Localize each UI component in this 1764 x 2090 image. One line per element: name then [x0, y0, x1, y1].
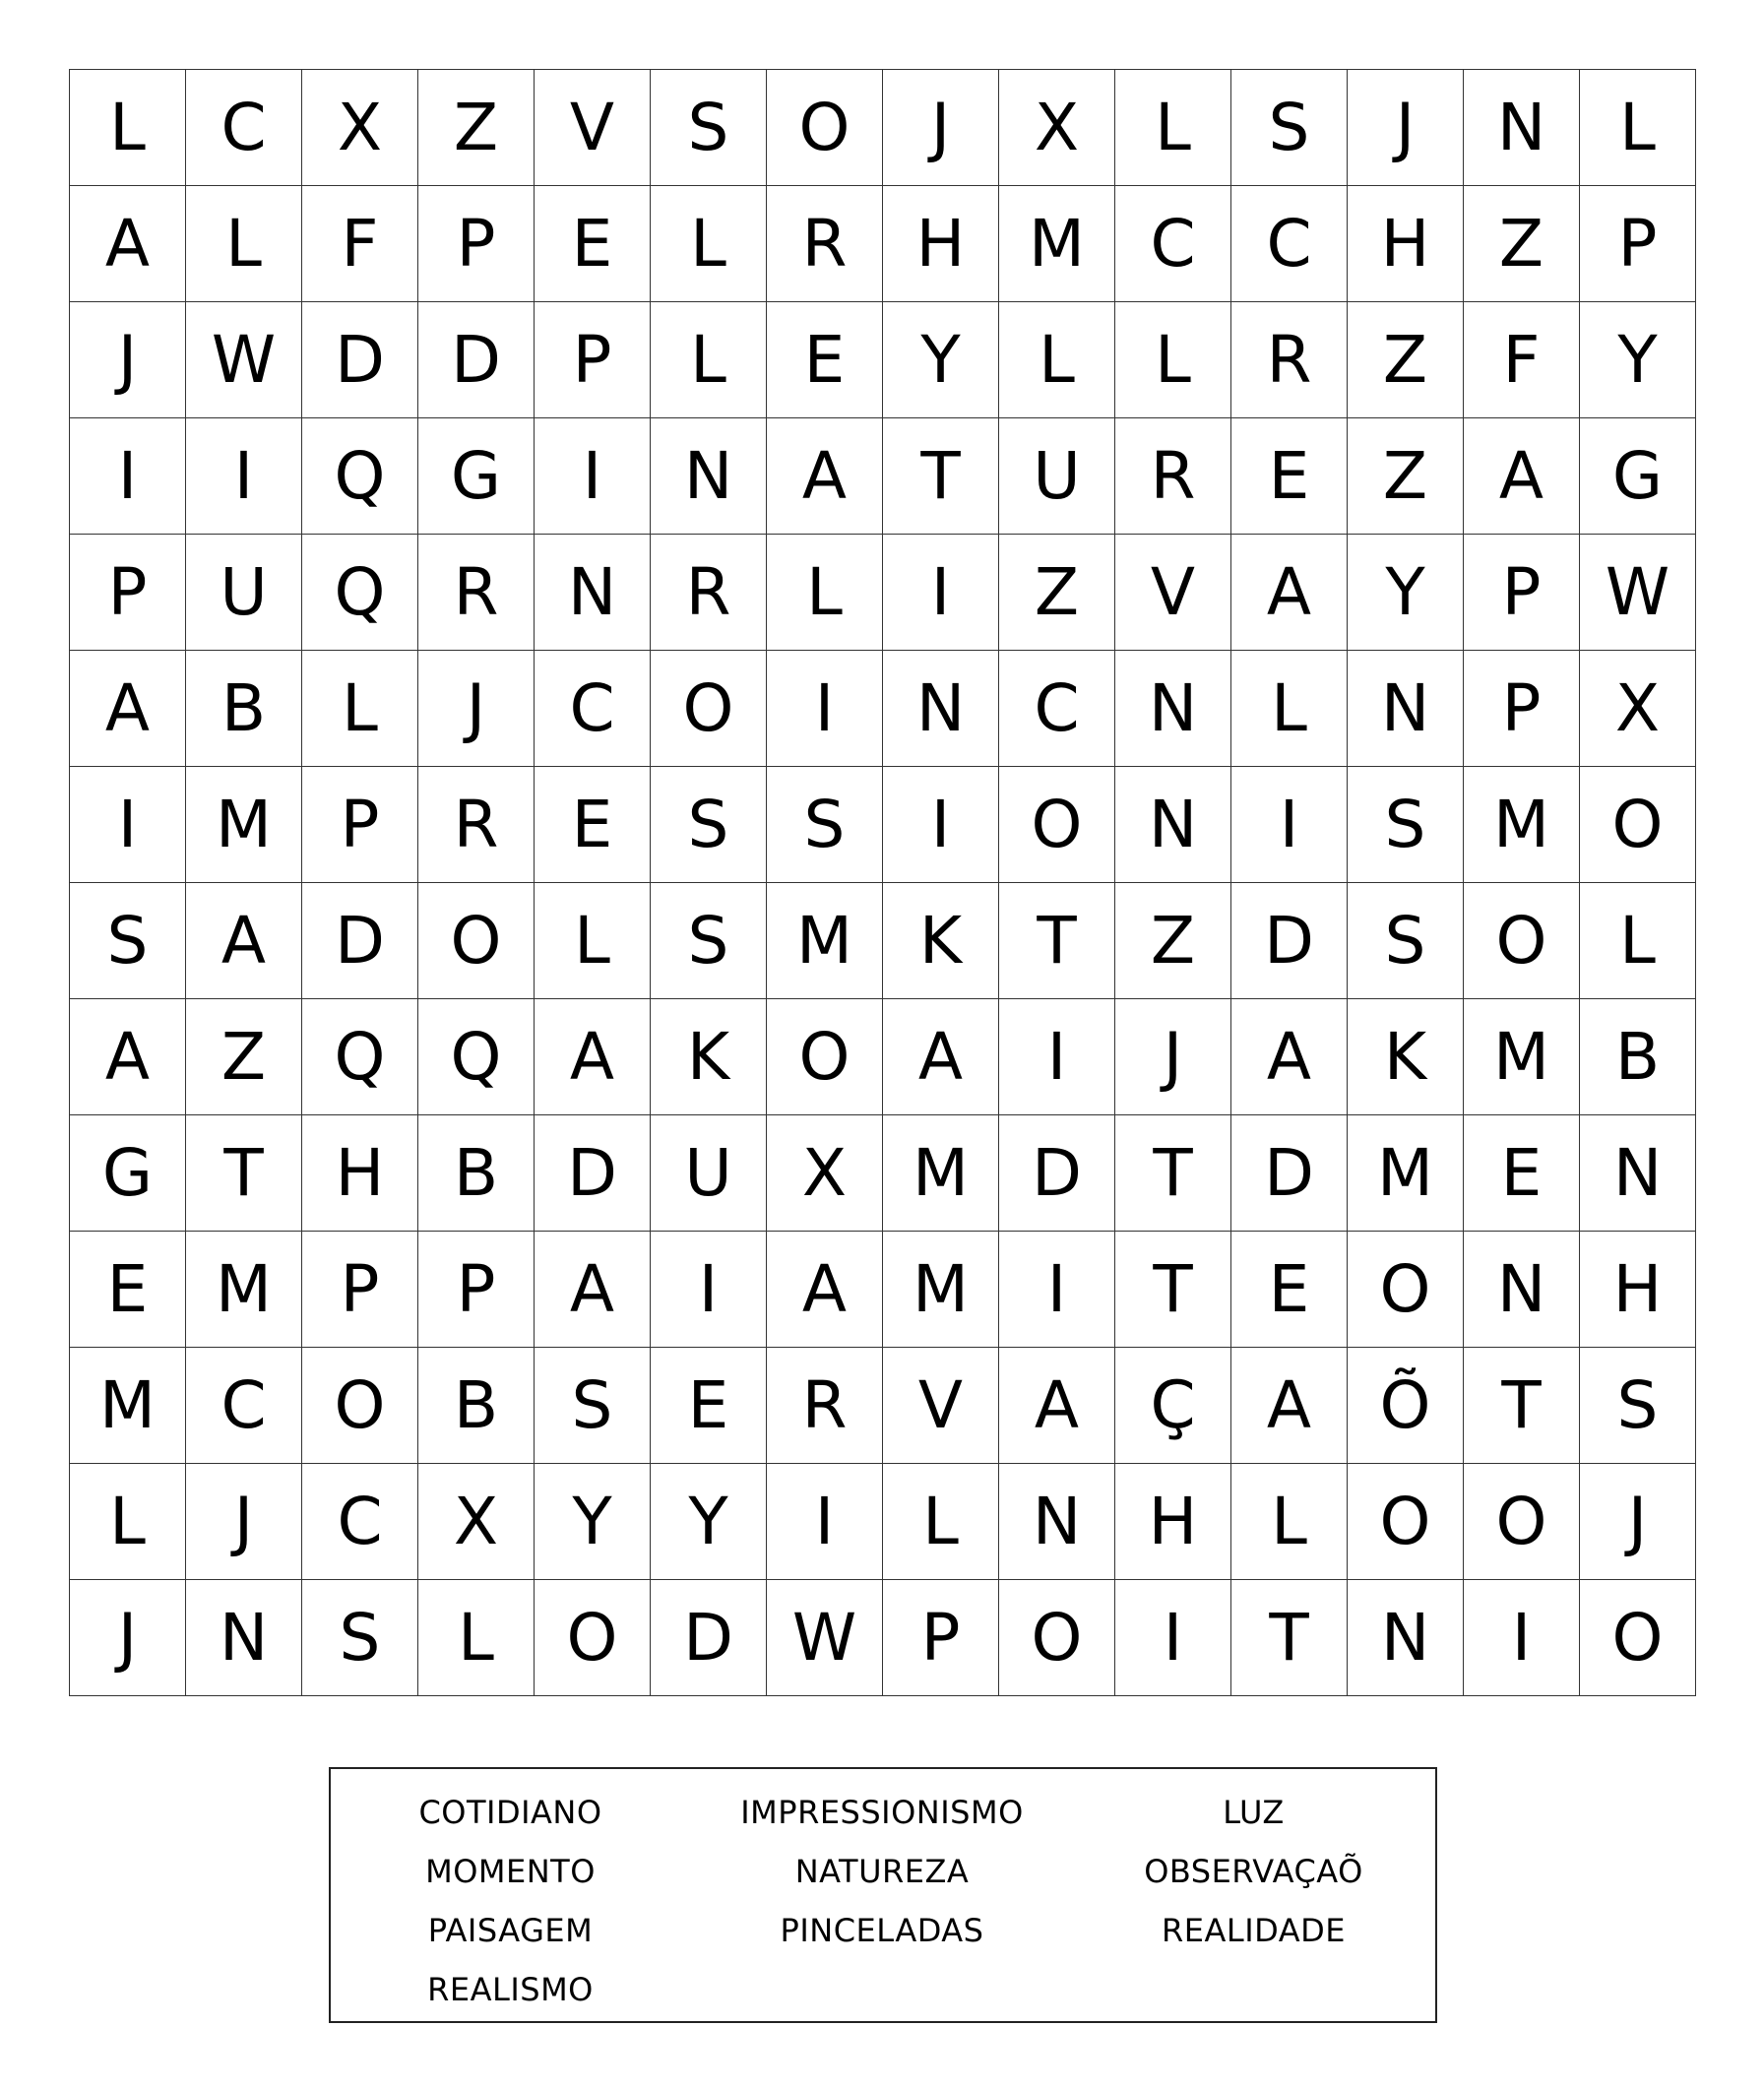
grid-cell[interactable]: N	[1580, 1115, 1696, 1232]
grid-cell[interactable]: S	[651, 70, 767, 186]
grid-cell[interactable]: M	[767, 883, 883, 999]
grid-cell[interactable]: H	[1580, 1232, 1696, 1348]
grid-cell[interactable]: I	[651, 1232, 767, 1348]
grid-cell[interactable]: A	[1464, 418, 1580, 535]
grid-cell[interactable]: O	[651, 651, 767, 767]
grid-cell[interactable]: Z	[1464, 186, 1580, 302]
grid-cell[interactable]: D	[302, 302, 418, 418]
grid-cell[interactable]: Q	[302, 418, 418, 535]
grid-cell[interactable]: H	[302, 1115, 418, 1232]
word-cotidiano: COTIDIANO	[418, 1794, 602, 1831]
grid-cell[interactable]: J	[1115, 999, 1231, 1115]
grid-cell[interactable]: P	[70, 535, 186, 651]
grid-cell[interactable]: M	[1348, 1115, 1464, 1232]
word-pinceladas: PINCELADAS	[780, 1912, 984, 1949]
grid-cell[interactable]: O	[1348, 1232, 1464, 1348]
grid-cell[interactable]: S	[1348, 767, 1464, 883]
grid-cell[interactable]: O	[535, 1580, 651, 1696]
grid-cell[interactable]: Z	[418, 70, 535, 186]
grid-cell[interactable]: P	[1464, 535, 1580, 651]
grid-cell[interactable]: D	[535, 1115, 651, 1232]
grid-cell[interactable]: L	[1115, 70, 1231, 186]
grid-cell[interactable]: L	[418, 1580, 535, 1696]
grid-cell[interactable]: D	[999, 1115, 1115, 1232]
grid-cell[interactable]: O	[1580, 1580, 1696, 1696]
grid-cell[interactable]: J	[883, 70, 999, 186]
grid-cell[interactable]: M	[883, 1115, 999, 1232]
grid-cell[interactable]: K	[1348, 999, 1464, 1115]
grid-cell[interactable]: W	[767, 1580, 883, 1696]
grid-cell[interactable]: Z	[186, 999, 302, 1115]
word-realidade: REALIDADE	[1162, 1912, 1346, 1949]
grid-cell[interactable]: O	[1348, 1464, 1464, 1580]
grid-cell[interactable]: Õ	[1348, 1348, 1464, 1464]
grid-cell[interactable]: B	[418, 1348, 535, 1464]
grid-cell[interactable]: C	[186, 1348, 302, 1464]
word-bank-column-3	[1074, 1783, 1433, 1960]
grid-cell[interactable]: F	[302, 186, 418, 302]
grid-cell[interactable]: A	[70, 651, 186, 767]
grid-cell[interactable]: X	[1580, 651, 1696, 767]
grid-cell[interactable]: X	[999, 70, 1115, 186]
word-realismo: REALISMO	[427, 1971, 594, 2008]
grid-cell[interactable]: N	[1464, 70, 1580, 186]
grid-cell[interactable]: L	[1231, 1464, 1348, 1580]
grid-cell[interactable]: N	[999, 1464, 1115, 1580]
grid-cell[interactable]: N	[1348, 1580, 1464, 1696]
grid-cell[interactable]: A	[535, 1232, 651, 1348]
word-bank	[329, 1767, 1437, 2023]
grid-cell[interactable]: A	[1231, 999, 1348, 1115]
grid-cell[interactable]: T	[883, 418, 999, 535]
grid-cell[interactable]: Q	[302, 999, 418, 1115]
grid-cell[interactable]: P	[535, 302, 651, 418]
grid-cell[interactable]: P	[1464, 651, 1580, 767]
grid-cell[interactable]: A	[535, 999, 651, 1115]
grid-cell[interactable]: I	[70, 418, 186, 535]
grid-cell[interactable]: Y	[1348, 535, 1464, 651]
grid-cell[interactable]: I	[999, 999, 1115, 1115]
grid-cell[interactable]: M	[186, 767, 302, 883]
grid-cell[interactable]: L	[883, 1464, 999, 1580]
word-paisagem: PAISAGEM	[427, 1912, 594, 1949]
grid-cell[interactable]: B	[418, 1115, 535, 1232]
grid-cell[interactable]: L	[767, 535, 883, 651]
grid-cell[interactable]: P	[883, 1580, 999, 1696]
grid-cell[interactable]: O	[767, 999, 883, 1115]
grid-cell[interactable]: A	[999, 1348, 1115, 1464]
grid-cell[interactable]: L	[70, 1464, 186, 1580]
letter-grid	[69, 69, 1696, 1696]
word-bank-column-2	[690, 1783, 1074, 1960]
grid-cell[interactable]: I	[767, 1464, 883, 1580]
grid-cell[interactable]: I	[535, 418, 651, 535]
grid-cell[interactable]: N	[1115, 651, 1231, 767]
word-observacao: OBSERVAÇAÕ	[1144, 1853, 1363, 1890]
grid-cell[interactable]: H	[1348, 186, 1464, 302]
grid-cell[interactable]: I	[1115, 1580, 1231, 1696]
grid-cell[interactable]: H	[1115, 1464, 1231, 1580]
grid-cell[interactable]: M	[999, 186, 1115, 302]
grid-cell[interactable]: I	[70, 767, 186, 883]
grid-cell[interactable]: J	[1348, 70, 1464, 186]
grid-cell[interactable]: J	[70, 1580, 186, 1696]
grid-cell[interactable]: I	[186, 418, 302, 535]
grid-cell[interactable]: T	[1231, 1580, 1348, 1696]
grid-cell[interactable]: P	[418, 186, 535, 302]
grid-cell[interactable]: L	[535, 883, 651, 999]
grid-cell[interactable]: L	[651, 186, 767, 302]
grid-cell[interactable]: O	[1464, 1464, 1580, 1580]
grid-cell[interactable]: E	[1231, 1232, 1348, 1348]
grid-cell[interactable]: N	[651, 418, 767, 535]
grid-cell[interactable]: Q	[418, 999, 535, 1115]
grid-cell[interactable]: W	[1580, 535, 1696, 651]
grid-cell[interactable]: T	[1464, 1348, 1580, 1464]
grid-cell[interactable]: D	[1231, 1115, 1348, 1232]
grid-cell[interactable]: M	[1464, 999, 1580, 1115]
grid-cell[interactable]: R	[651, 535, 767, 651]
word-impressionismo: IMPRESSIONISMO	[740, 1794, 1024, 1831]
grid-cell[interactable]: S	[767, 767, 883, 883]
grid-cell[interactable]: U	[999, 418, 1115, 535]
grid-cell[interactable]: Q	[302, 535, 418, 651]
grid-cell[interactable]: T	[1115, 1232, 1231, 1348]
grid-cell[interactable]: G	[1580, 418, 1696, 535]
grid-cell[interactable]: S	[70, 883, 186, 999]
grid-cell[interactable]: J	[186, 1464, 302, 1580]
grid-cell[interactable]: W	[186, 302, 302, 418]
grid-cell[interactable]: Z	[1348, 302, 1464, 418]
grid-cell[interactable]: P	[418, 1232, 535, 1348]
grid-cell[interactable]: I	[1464, 1580, 1580, 1696]
grid-cell[interactable]: T	[1115, 1115, 1231, 1232]
grid-cell[interactable]: P	[1580, 186, 1696, 302]
grid-cell[interactable]: S	[1348, 883, 1464, 999]
grid-cell[interactable]: T	[186, 1115, 302, 1232]
grid-cell[interactable]: A	[70, 186, 186, 302]
grid-cell[interactable]: A	[1231, 535, 1348, 651]
word-natureza: NATUREZA	[794, 1853, 970, 1890]
grid-cell[interactable]: D	[302, 883, 418, 999]
grid-cell[interactable]: R	[1115, 418, 1231, 535]
word-momento: MOMENTO	[425, 1853, 596, 1890]
grid-cell[interactable]: A	[767, 1232, 883, 1348]
grid-cell[interactable]: B	[186, 651, 302, 767]
grid-cell[interactable]: R	[1231, 302, 1348, 418]
grid-cell[interactable]: L	[70, 70, 186, 186]
grid-cell[interactable]: Z	[1348, 418, 1464, 535]
grid-cell[interactable]: K	[883, 883, 999, 999]
grid-cell[interactable]: D	[651, 1580, 767, 1696]
grid-cell[interactable]: Y	[883, 302, 999, 418]
word-luz: LUZ	[1223, 1794, 1285, 1831]
grid-cell[interactable]: A	[1231, 1348, 1348, 1464]
grid-cell[interactable]: I	[999, 1232, 1115, 1348]
grid-cell[interactable]: N	[1348, 651, 1464, 767]
grid-cell[interactable]: R	[418, 767, 535, 883]
grid-cell[interactable]: E	[535, 186, 651, 302]
grid-cell[interactable]: I	[883, 767, 999, 883]
grid-cell[interactable]: Y	[535, 1464, 651, 1580]
grid-cell[interactable]: L	[651, 302, 767, 418]
grid-cell[interactable]: L	[302, 651, 418, 767]
grid-cell[interactable]: R	[767, 186, 883, 302]
grid-cell[interactable]: T	[999, 883, 1115, 999]
grid-cell[interactable]: L	[186, 186, 302, 302]
grid-cell[interactable]: V	[1115, 535, 1231, 651]
grid-cell[interactable]: I	[1231, 767, 1348, 883]
grid-cell[interactable]: C	[1231, 186, 1348, 302]
grid-cell[interactable]: O	[1580, 767, 1696, 883]
grid-cell[interactable]: A	[883, 999, 999, 1115]
grid-cell[interactable]: E	[767, 302, 883, 418]
grid-cell[interactable]: N	[535, 535, 651, 651]
grid-cell[interactable]: C	[1115, 186, 1231, 302]
grid-cell[interactable]: O	[1464, 883, 1580, 999]
grid-cell[interactable]: D	[1231, 883, 1348, 999]
grid-cell[interactable]: C	[302, 1464, 418, 1580]
grid-cell[interactable]: R	[767, 1348, 883, 1464]
grid-cell[interactable]: J	[70, 302, 186, 418]
grid-cell[interactable]: X	[418, 1464, 535, 1580]
grid-cell[interactable]: O	[999, 767, 1115, 883]
grid-cell[interactable]: L	[999, 302, 1115, 418]
grid-cell[interactable]: Ç	[1115, 1348, 1231, 1464]
grid-cell[interactable]: X	[302, 70, 418, 186]
grid-cell[interactable]: O	[999, 1580, 1115, 1696]
grid-cell[interactable]: G	[418, 418, 535, 535]
grid-cell[interactable]: E	[70, 1232, 186, 1348]
grid-cell[interactable]: L	[1580, 883, 1696, 999]
grid-cell[interactable]: B	[1580, 999, 1696, 1115]
grid-cell[interactable]: S	[651, 883, 767, 999]
grid-cell[interactable]: O	[302, 1348, 418, 1464]
grid-cell[interactable]: V	[535, 70, 651, 186]
grid-cell[interactable]: M	[70, 1348, 186, 1464]
grid-cell[interactable]: E	[651, 1348, 767, 1464]
grid-cell[interactable]: J	[418, 651, 535, 767]
grid-cell[interactable]: U	[186, 535, 302, 651]
grid-cell[interactable]: R	[418, 535, 535, 651]
grid-cell[interactable]: M	[1464, 767, 1580, 883]
grid-cell[interactable]: P	[302, 767, 418, 883]
grid-cell[interactable]: A	[186, 883, 302, 999]
grid-cell[interactable]: J	[1580, 1464, 1696, 1580]
grid-cell[interactable]: O	[767, 70, 883, 186]
word-bank-column-1	[331, 1783, 690, 2019]
grid-cell[interactable]: H	[883, 186, 999, 302]
grid-cell[interactable]: A	[70, 999, 186, 1115]
grid-cell[interactable]: N	[883, 651, 999, 767]
grid-cell[interactable]: S	[1580, 1348, 1696, 1464]
grid-cell[interactable]: A	[767, 418, 883, 535]
grid-cell[interactable]: K	[651, 999, 767, 1115]
grid-cell[interactable]: S	[651, 767, 767, 883]
grid-cell[interactable]: M	[186, 1232, 302, 1348]
grid-cell[interactable]: M	[883, 1232, 999, 1348]
grid-cell[interactable]: N	[1464, 1232, 1580, 1348]
grid-cell[interactable]: O	[418, 883, 535, 999]
grid-cell[interactable]: Z	[1115, 883, 1231, 999]
grid-cell[interactable]: L	[1580, 70, 1696, 186]
grid-cell[interactable]: S	[535, 1348, 651, 1464]
grid-cell[interactable]: Y	[651, 1464, 767, 1580]
grid-cell[interactable]: X	[767, 1115, 883, 1232]
grid-cell[interactable]: N	[1115, 767, 1231, 883]
grid-cell[interactable]: I	[767, 651, 883, 767]
grid-cell[interactable]: C	[535, 651, 651, 767]
grid-cell[interactable]: U	[651, 1115, 767, 1232]
grid-cell[interactable]: P	[302, 1232, 418, 1348]
grid-cell[interactable]: G	[70, 1115, 186, 1232]
grid-cell[interactable]: E	[1464, 1115, 1580, 1232]
grid-cell[interactable]: C	[186, 70, 302, 186]
grid-cell[interactable]: Z	[999, 535, 1115, 651]
grid-cell[interactable]: S	[1231, 70, 1348, 186]
grid-cell[interactable]: E	[1231, 418, 1348, 535]
grid-cell[interactable]: V	[883, 1348, 999, 1464]
grid-cell[interactable]: C	[999, 651, 1115, 767]
grid-cell[interactable]: E	[535, 767, 651, 883]
grid-cell[interactable]: N	[186, 1580, 302, 1696]
grid-cell[interactable]: D	[418, 302, 535, 418]
grid-cell[interactable]: L	[1231, 651, 1348, 767]
grid-cell[interactable]: S	[302, 1580, 418, 1696]
grid-cell[interactable]: Y	[1580, 302, 1696, 418]
grid-cell[interactable]: I	[883, 535, 999, 651]
grid-cell[interactable]: L	[1115, 302, 1231, 418]
grid-cell[interactable]: F	[1464, 302, 1580, 418]
